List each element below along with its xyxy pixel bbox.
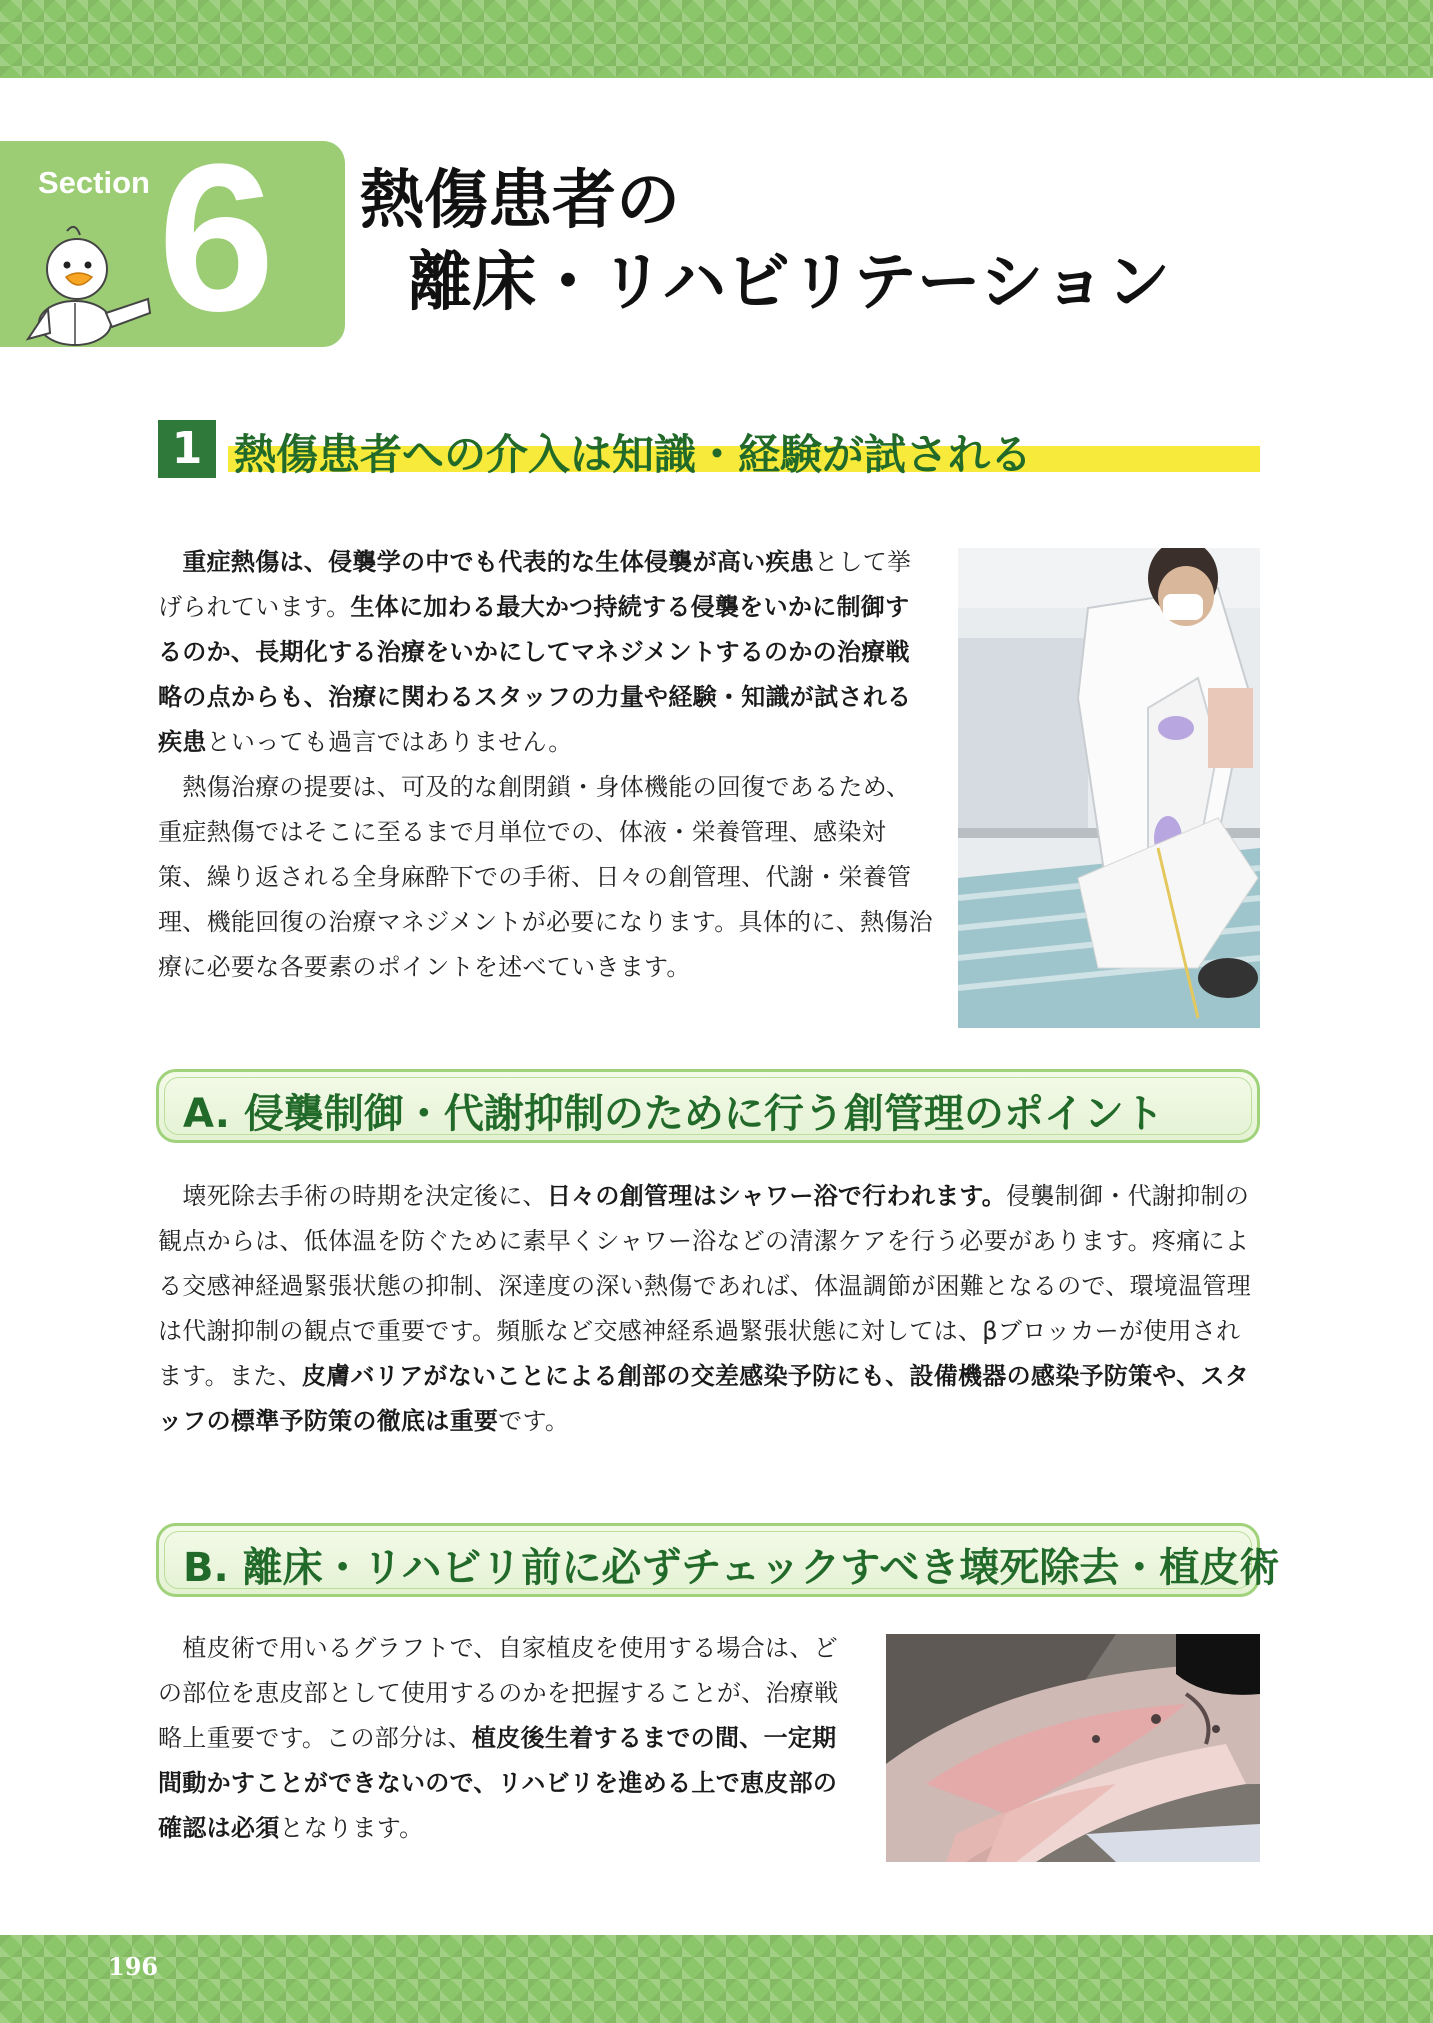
section-b-text-1: 植皮術で用いるグラフトで、自家植皮を使用する場合は、どの部位を恵皮部として使用するのかを把握することが、治療戦略上重要です。この部分は、 [158,1634,839,1752]
heading-1-number: 1 [158,420,216,478]
bottom-decorative-band [0,1935,1433,2023]
heading-b-box [156,1523,1280,1597]
top-decorative-band [0,0,1433,78]
heading-1-text: 熱傷患者への介入は知識・経験が試される [234,430,1033,479]
duck-mascot-illustration [20,221,155,346]
intro-p1-bold-2: 生体に加わる最大かつ持続する侵襲をいかに制御するのか、長期化する治療をいかにしてマネジメントするのかの治療戦略の点からも、治療に関わるスタッフの力量や経験・知識が試される疾患 [158,593,912,756]
intro-paragraph-2 [158,765,933,990]
section-a-body [158,1174,1260,1444]
section-number: 6 [158,120,275,355]
section-a-paragraph [158,1174,1260,1444]
heading-a-text: A. 侵襲制御・代謝抑制のために行う創管理のポイント [183,1091,1164,1137]
section-tab [0,120,345,355]
skin-graft-leg-photo-art [886,1634,1260,1862]
section-b-paragraph [158,1626,858,1851]
section-a-text-2: 侵襲制御・代謝抑制の観点からは、低体温を防ぐために素早くシャワー浴などの清潔ケアを行う必要があります。疼痛による交感神経過緊張状態の抑制、深達度の深い熱傷であれば、体温調節が困難となるので、環境温管理は代謝抑制の観点で重要です。頻脈など交感神経系過緊張状態に対しては、βブロッカーが使用されます。また、 [158,1182,1252,1390]
section-b-bold-1: 植皮後生着するまでの間、一定期間動かすことができないので、リハビリを進める上で恵皮部の確認は必須 [158,1724,838,1842]
intro-p1-text-1: として挙げられています。 [158,548,912,621]
section-label: Section [38,165,150,200]
section-b-text-2: となります。 [279,1814,424,1842]
heading-b-text: B. 離床・リハビリ前に必ずチェックすべき壊死除去・植皮術 [183,1545,1280,1591]
intro-p1-text-2: といっても過言ではありません。 [206,728,573,756]
intro-text [158,540,933,990]
page-number: 196 [108,1952,159,1981]
section-a-bold-2: 皮膚バリアがないことによる創部の交差感染予防にも、設備機器の感染予防策や、スタッフの標準予防策の徹底は重要 [158,1362,1250,1435]
section-a-text-3: です。 [498,1407,570,1435]
section-a-bold-1: 日々の創管理はシャワー浴で行われます。 [546,1182,1007,1210]
page-title-line1: 熱傷患者の [360,164,680,238]
intro-paragraph-1 [158,540,933,765]
page-title-line2: 離床・リハビリテーション [408,246,1171,320]
intro-p2-text: 熱傷治療の提要は、可及的な創閉鎖・身体機能の回復であるため、重症熱傷ではそこに至るまで月単位での、体液・栄養管理、感染対策、繰り返される全身麻酔下での手術、日々の創管理、代謝・栄養管理、機能回復の治療マネジメントが必要になります。具体的に、熱傷治療に必要な各要素のポイントを述べていきます。 [158,773,933,981]
skin-graft-leg-photo [886,1634,1260,1862]
section-a-text-1: 壊死除去手術の時期を決定後に、 [182,1182,547,1210]
patient-rehabilitation-photo-art [958,548,1260,1028]
heading-1 [158,420,1260,480]
section-b-body [158,1626,858,1851]
patient-rehabilitation-photo [958,548,1260,1028]
page-title [360,160,1170,324]
heading-a-box [156,1069,1260,1143]
intro-p1-bold-1: 重症熱傷は、侵襲学の中でも代表的な生体侵襲が高い疾患 [182,548,815,576]
